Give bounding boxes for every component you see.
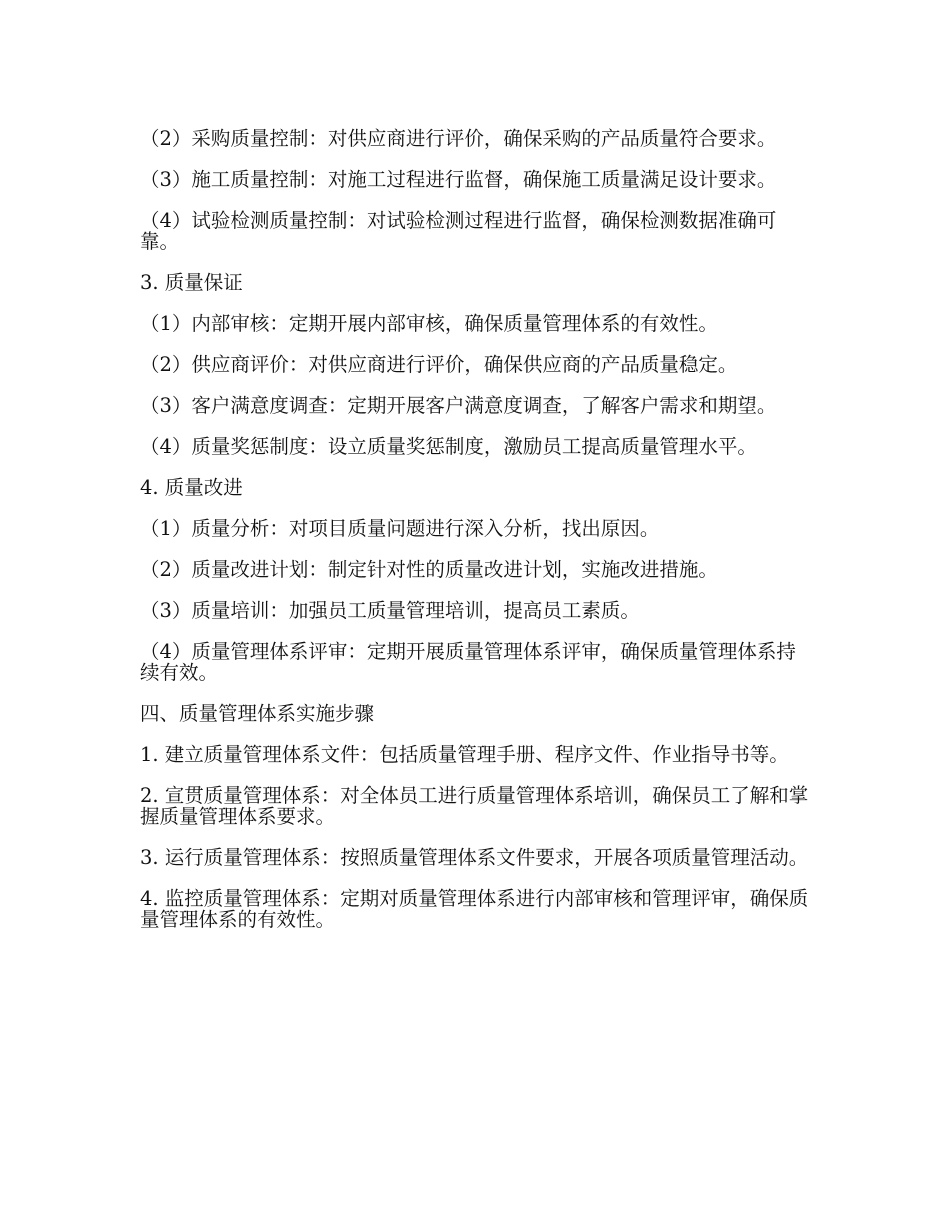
paragraph-internal-audit: （1）内部审核：定期开展内部审核，确保质量管理体系的有效性。: [140, 312, 718, 335]
paragraph-promote-qms: 2. 宣贯质量管理体系：对全体员工进行质量管理体系培训，确保员工了解和掌握质量管理体系要求。: [140, 784, 809, 828]
document-body: [140, 128, 810, 950]
section-heading-implementation-steps: 四、质量管理体系实施步骤: [140, 702, 375, 725]
paragraph-quality-reward-penalty: （4）质量奖惩制度：设立质量奖惩制度，激励员工提高质量管理水平。: [140, 435, 757, 458]
paragraph-qms-review: （4）质量管理体系评审：定期开展质量管理体系评审，确保质量管理体系持续有效。: [140, 640, 796, 684]
paragraph-monitor-qms: 4. 监控质量管理体系：定期对质量管理体系进行内部审核和管理评审，确保质量管理体系的有效性。: [140, 887, 809, 931]
paragraph-customer-satisfaction-survey: （3）客户满意度调查：定期开展客户满意度调查，了解客户需求和期望。: [140, 394, 777, 417]
paragraph-quality-training: （3）质量培训：加强员工质量管理培训，提高员工素质。: [140, 599, 640, 622]
paragraph-establish-qms-documents: 1. 建立质量管理体系文件：包括质量管理手册、程序文件、作业指导书等。: [140, 743, 789, 766]
paragraph-quality-analysis: （1）质量分析：对项目质量问题进行深入分析，找出原因。: [140, 517, 660, 540]
section-heading-quality-improvement: 4. 质量改进: [140, 476, 243, 499]
paragraph-testing-quality-control: （4）试验检测质量控制：对试验检测过程进行监督，确保检测数据准确可靠。: [140, 209, 777, 253]
section-heading-quality-assurance: 3. 质量保证: [140, 271, 243, 294]
paragraph-supplier-evaluation: （2）供应商评价：对供应商进行评价，确保供应商的产品质量稳定。: [140, 353, 738, 376]
paragraph-quality-improvement-plan: （2）质量改进计划：制定针对性的质量改进计划，实施改进措施。: [140, 558, 718, 581]
paragraph-operate-qms: 3. 运行质量管理体系：按照质量管理体系文件要求，开展各项质量管理活动。: [140, 846, 809, 869]
paragraph-procurement-quality-control: （2）采购质量控制：对供应商进行评价，确保采购的产品质量符合要求。: [140, 127, 777, 150]
paragraph-construction-quality-control: （3）施工质量控制：对施工过程进行监督，确保施工质量满足设计要求。: [140, 168, 777, 191]
